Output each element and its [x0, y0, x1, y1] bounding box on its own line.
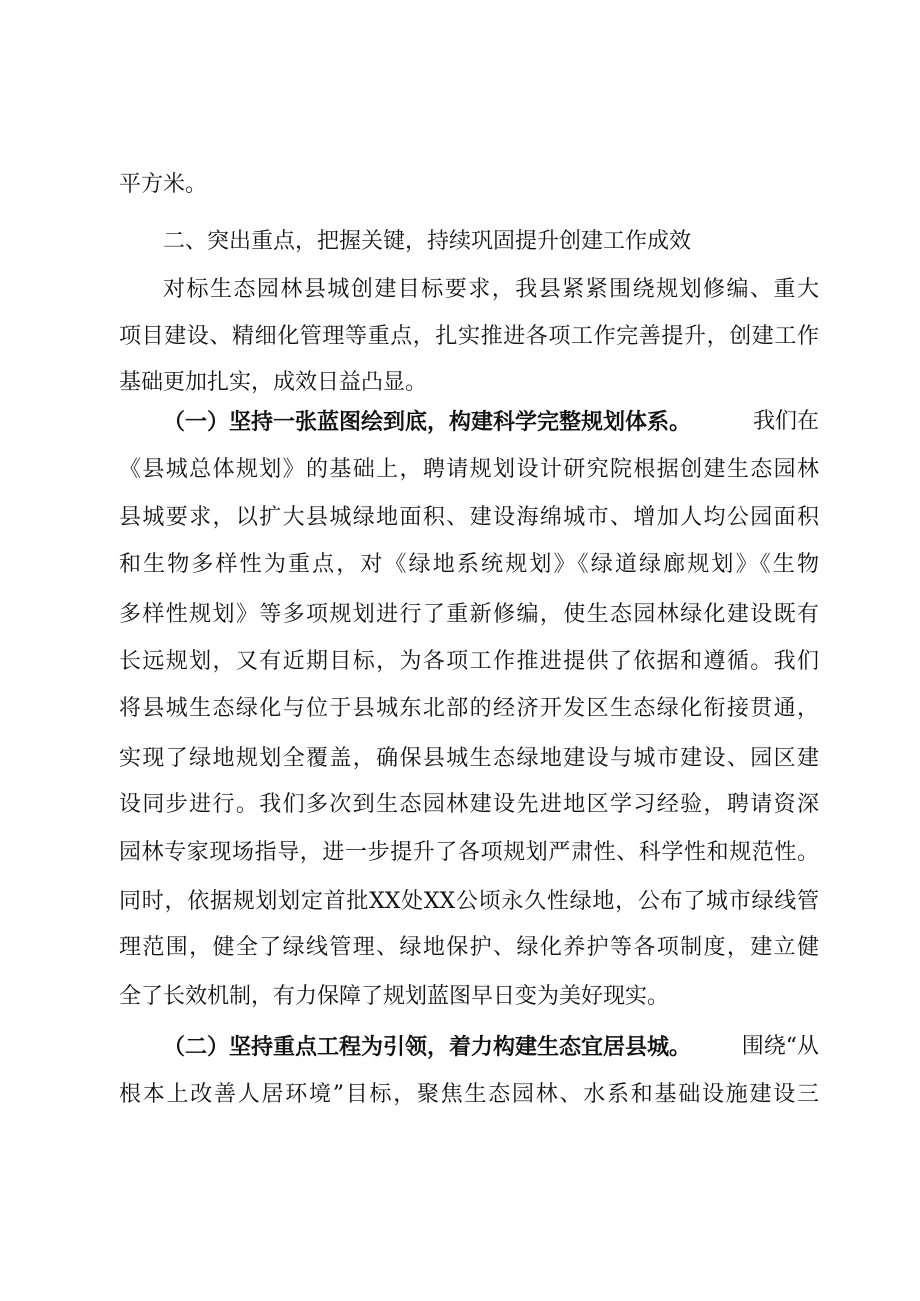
- text-line: 设同步进行。我们多次到生态园林建设先进地区学习经验，聘请资深: [119, 792, 819, 817]
- text-line: 基础更加扎实，成效日益凸显。: [119, 370, 428, 395]
- text-line: 县城要求，以扩大县城绿地面积、建设海绵城市、增加人均公园面积: [119, 505, 819, 530]
- text-line: 对标生态园林县城创建目标要求，我县紧紧围绕规划修编、重大: [163, 277, 819, 302]
- text-line: 《县城总体规划》的基础上，聘请规划设计研究院根据创建生态园林: [119, 457, 819, 482]
- text-line: 理范围，健全了绿线管理、绿地保护、绿化养护等各项制度，建立健: [119, 935, 819, 960]
- text-line: 根本上改善人居环境”目标，聚焦生态园林、水系和基础设施建设三: [119, 1082, 819, 1107]
- text-line: 多样性规划》等多项规划进行了重新修编，使生态园林绿化建设既有: [119, 602, 819, 627]
- subsection-line: [163, 1027, 819, 1067]
- text-line: 围绕“从: [741, 1034, 819, 1059]
- text-line: 长远规划，又有近期目标，为各项工作推进提供了依据和遵循。我们: [119, 649, 819, 674]
- section-heading: 二、突出重点，把握关键，持续巩固提升创建工作成效: [163, 229, 692, 254]
- text-line: 和生物多样性为重点，对《绿地系统规划》《绿道绿廊规划》《生物: [119, 552, 819, 577]
- text-line: 将县城生态绿化与位于县城东北部的经济开发区生态绿化衔接贯通，: [119, 696, 819, 721]
- text-line: 项目建设、精细化管理等重点，扎实推进各项工作完善提升，创建工作: [119, 324, 819, 349]
- subsection-line: [163, 402, 819, 442]
- text-line: 我们在: [752, 409, 819, 434]
- text-line: 全了长效机制，有力保障了规划蓝图早日变为美好现实。: [119, 984, 670, 1009]
- text-line: 同时，依据规划划定首批XX处XX公顷永久性绿地，公布了城市绿线管: [119, 889, 819, 914]
- text-line: 平方米。: [119, 172, 208, 197]
- subsection-heading: （一）坚持一张蓝图绘到底，构建科学完整规划体系。: [163, 409, 692, 435]
- text-line: 园林专家现场指导，进一步提升了各项规划严肃性、科学性和规范性。: [119, 840, 819, 865]
- subsection-heading: （二）坚持重点工程为引领，着力构建生态宜居县城。: [163, 1034, 692, 1060]
- text-line: 实现了绿地规划全覆盖，确保县城生态绿地建设与城市建设、园区建: [119, 746, 819, 771]
